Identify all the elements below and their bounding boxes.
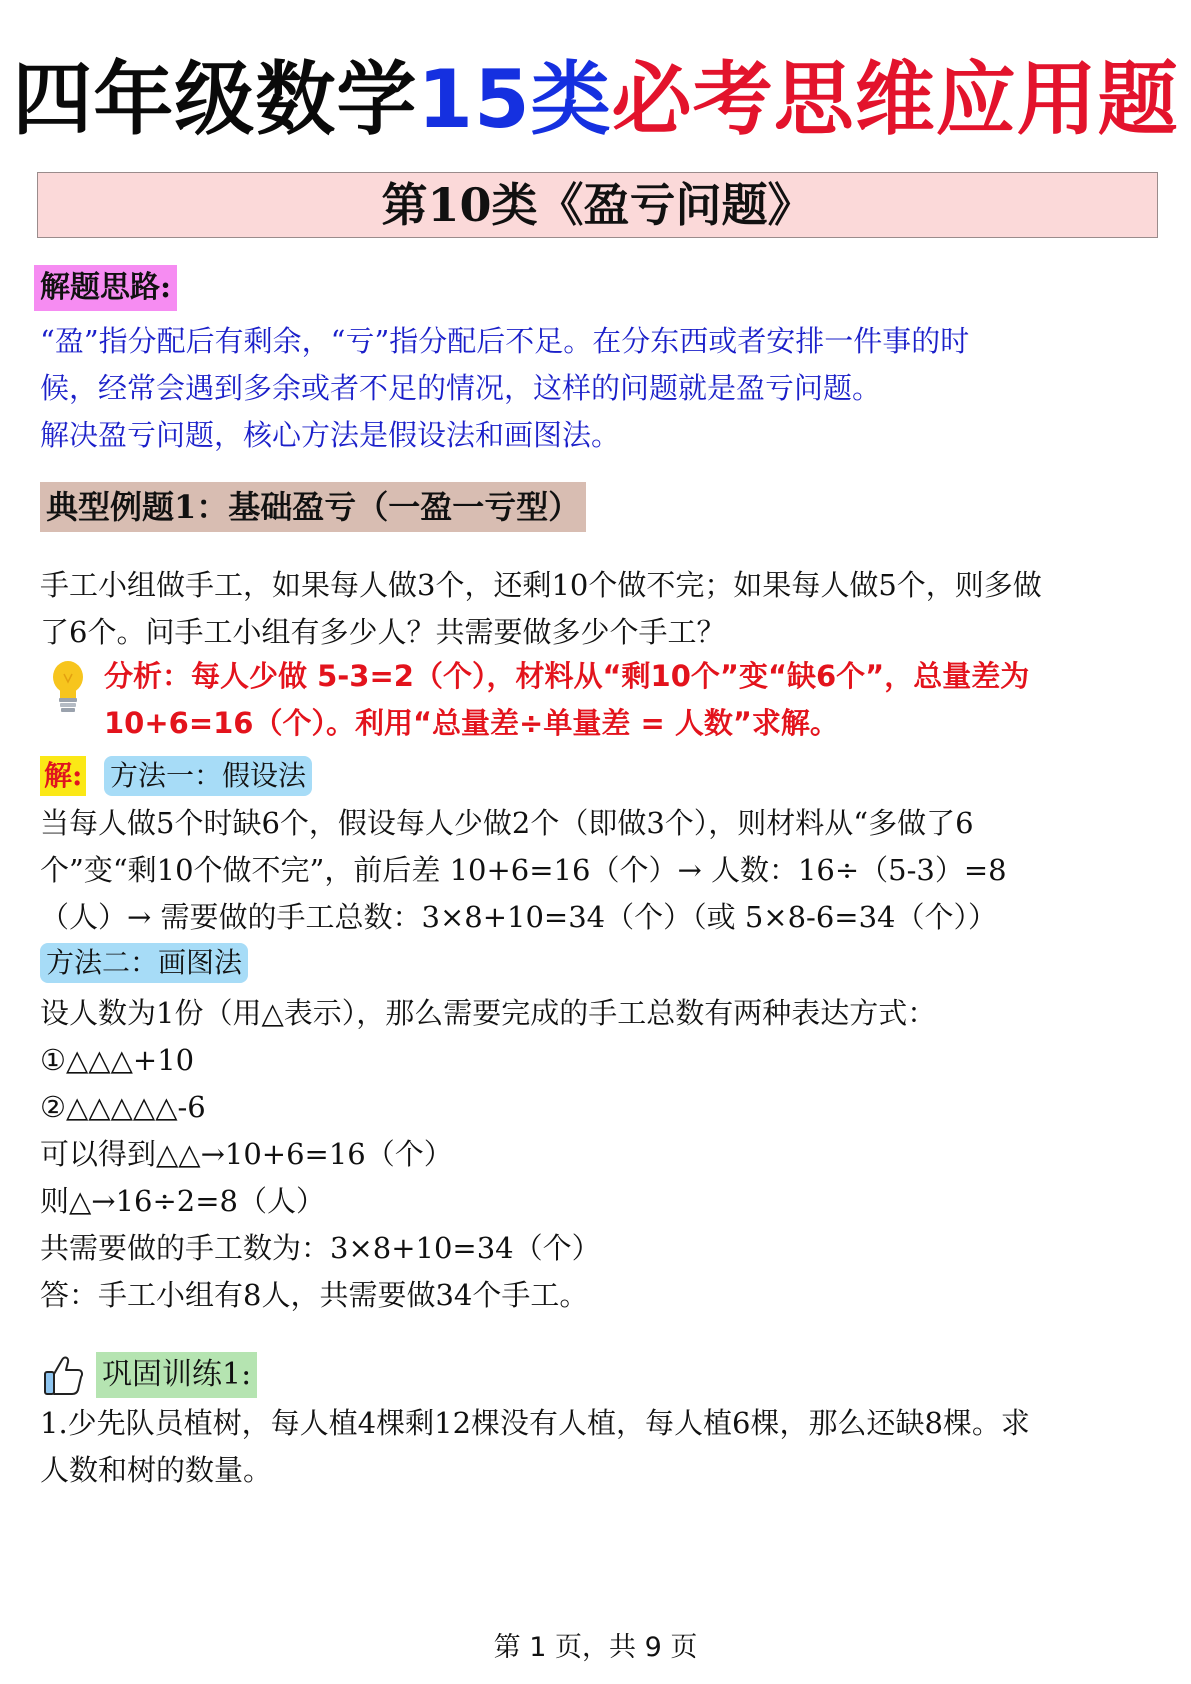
title-topic: 必考思维应用题 — [611, 53, 1179, 146]
method2-line: 设人数为1份（用△表示），那么需要完成的手工总数有两种表达方式： — [40, 996, 937, 1030]
document-title — [0, 50, 1191, 150]
method1-line: 个”变“剩10个做不完”，前后差 10+6=16（个）→ 人数：16÷（5-3）=8 — [40, 853, 1007, 887]
method1-label: 方法一：假设法 — [104, 756, 312, 796]
method2-line: 则△→16÷2=8（人） — [40, 1184, 326, 1218]
approach-text — [40, 318, 1160, 459]
answer-line: 答：手工小组有8人，共需要做34个手工。 — [40, 1278, 589, 1312]
page-indicator: 第 1 页，共 9 页 — [493, 1632, 698, 1663]
method2-label: 方法二：画图法 — [40, 943, 248, 983]
approach-line: 解决盈亏问题，核心方法是假设法和画图法。 — [40, 418, 621, 452]
method2-line: ②△△△△△-6 — [40, 1090, 206, 1124]
method2-line: 共需要做的手工数为：3×8+10=34（个） — [40, 1231, 601, 1265]
approach-label: 解题思路: — [34, 265, 177, 311]
method2-text — [40, 990, 1160, 1319]
problem-line: 了6个。问手工小组有多少人？共需要做多少个手工？ — [40, 615, 726, 649]
example-label: 典型例题1：基础盈亏（一盈一亏型） — [40, 482, 586, 532]
analysis-text — [104, 653, 1164, 747]
analysis-line: 10+6=16（个）。利用“总量差÷单量差 = 人数”求解。 — [104, 706, 839, 740]
practice-line: 人数和树的数量。 — [40, 1453, 273, 1487]
analysis-line: 分析：每人少做 5-3=2（个），材料从“剩10个”变“缺6个”，总量差为 — [104, 659, 1030, 693]
example-problem — [40, 562, 1160, 656]
title-grade-subject: 四年级数学 — [12, 53, 418, 146]
method1-line: 当每人做5个时缺6个，假设每人少做2个（即做3个），则材料从“多做了6 — [40, 806, 974, 840]
problem-line: 手工小组做手工，如果每人做3个，还剩10个做不完；如果每人做5个，则多做 — [40, 568, 1042, 602]
practice-label: 巩固训练1: — [96, 1352, 257, 1398]
practice-line: 1.少先队员植树，每人植4棵剩12棵没有人植，每人植6棵，那么还缺8棵。求 — [40, 1406, 1030, 1440]
method2-line: ①△△△+10 — [40, 1043, 195, 1077]
practice-problem — [40, 1400, 1160, 1494]
solution-label: 解: — [40, 756, 86, 796]
approach-line: “盈”指分配后有剩余，“亏”指分配后不足。在分东西或者安排一件事的时 — [40, 324, 970, 358]
method1-text — [40, 800, 1160, 941]
chapter-heading: 第10类《盈亏问题》 — [37, 172, 1158, 238]
approach-line: 候，经常会遇到多余或者不足的情况，这样的问题就是盈亏问题。 — [40, 371, 882, 405]
thumbs-up-icon — [42, 1352, 84, 1398]
title-count: 15类 — [417, 53, 612, 146]
method2-line: 可以得到△△→10+6=16（个） — [40, 1137, 453, 1171]
lightbulb-icon — [48, 660, 88, 716]
method1-line: （人）→ 需要做的手工总数：3×8+10=34（个）（或 5×8-6=34（个）） — [40, 900, 997, 934]
